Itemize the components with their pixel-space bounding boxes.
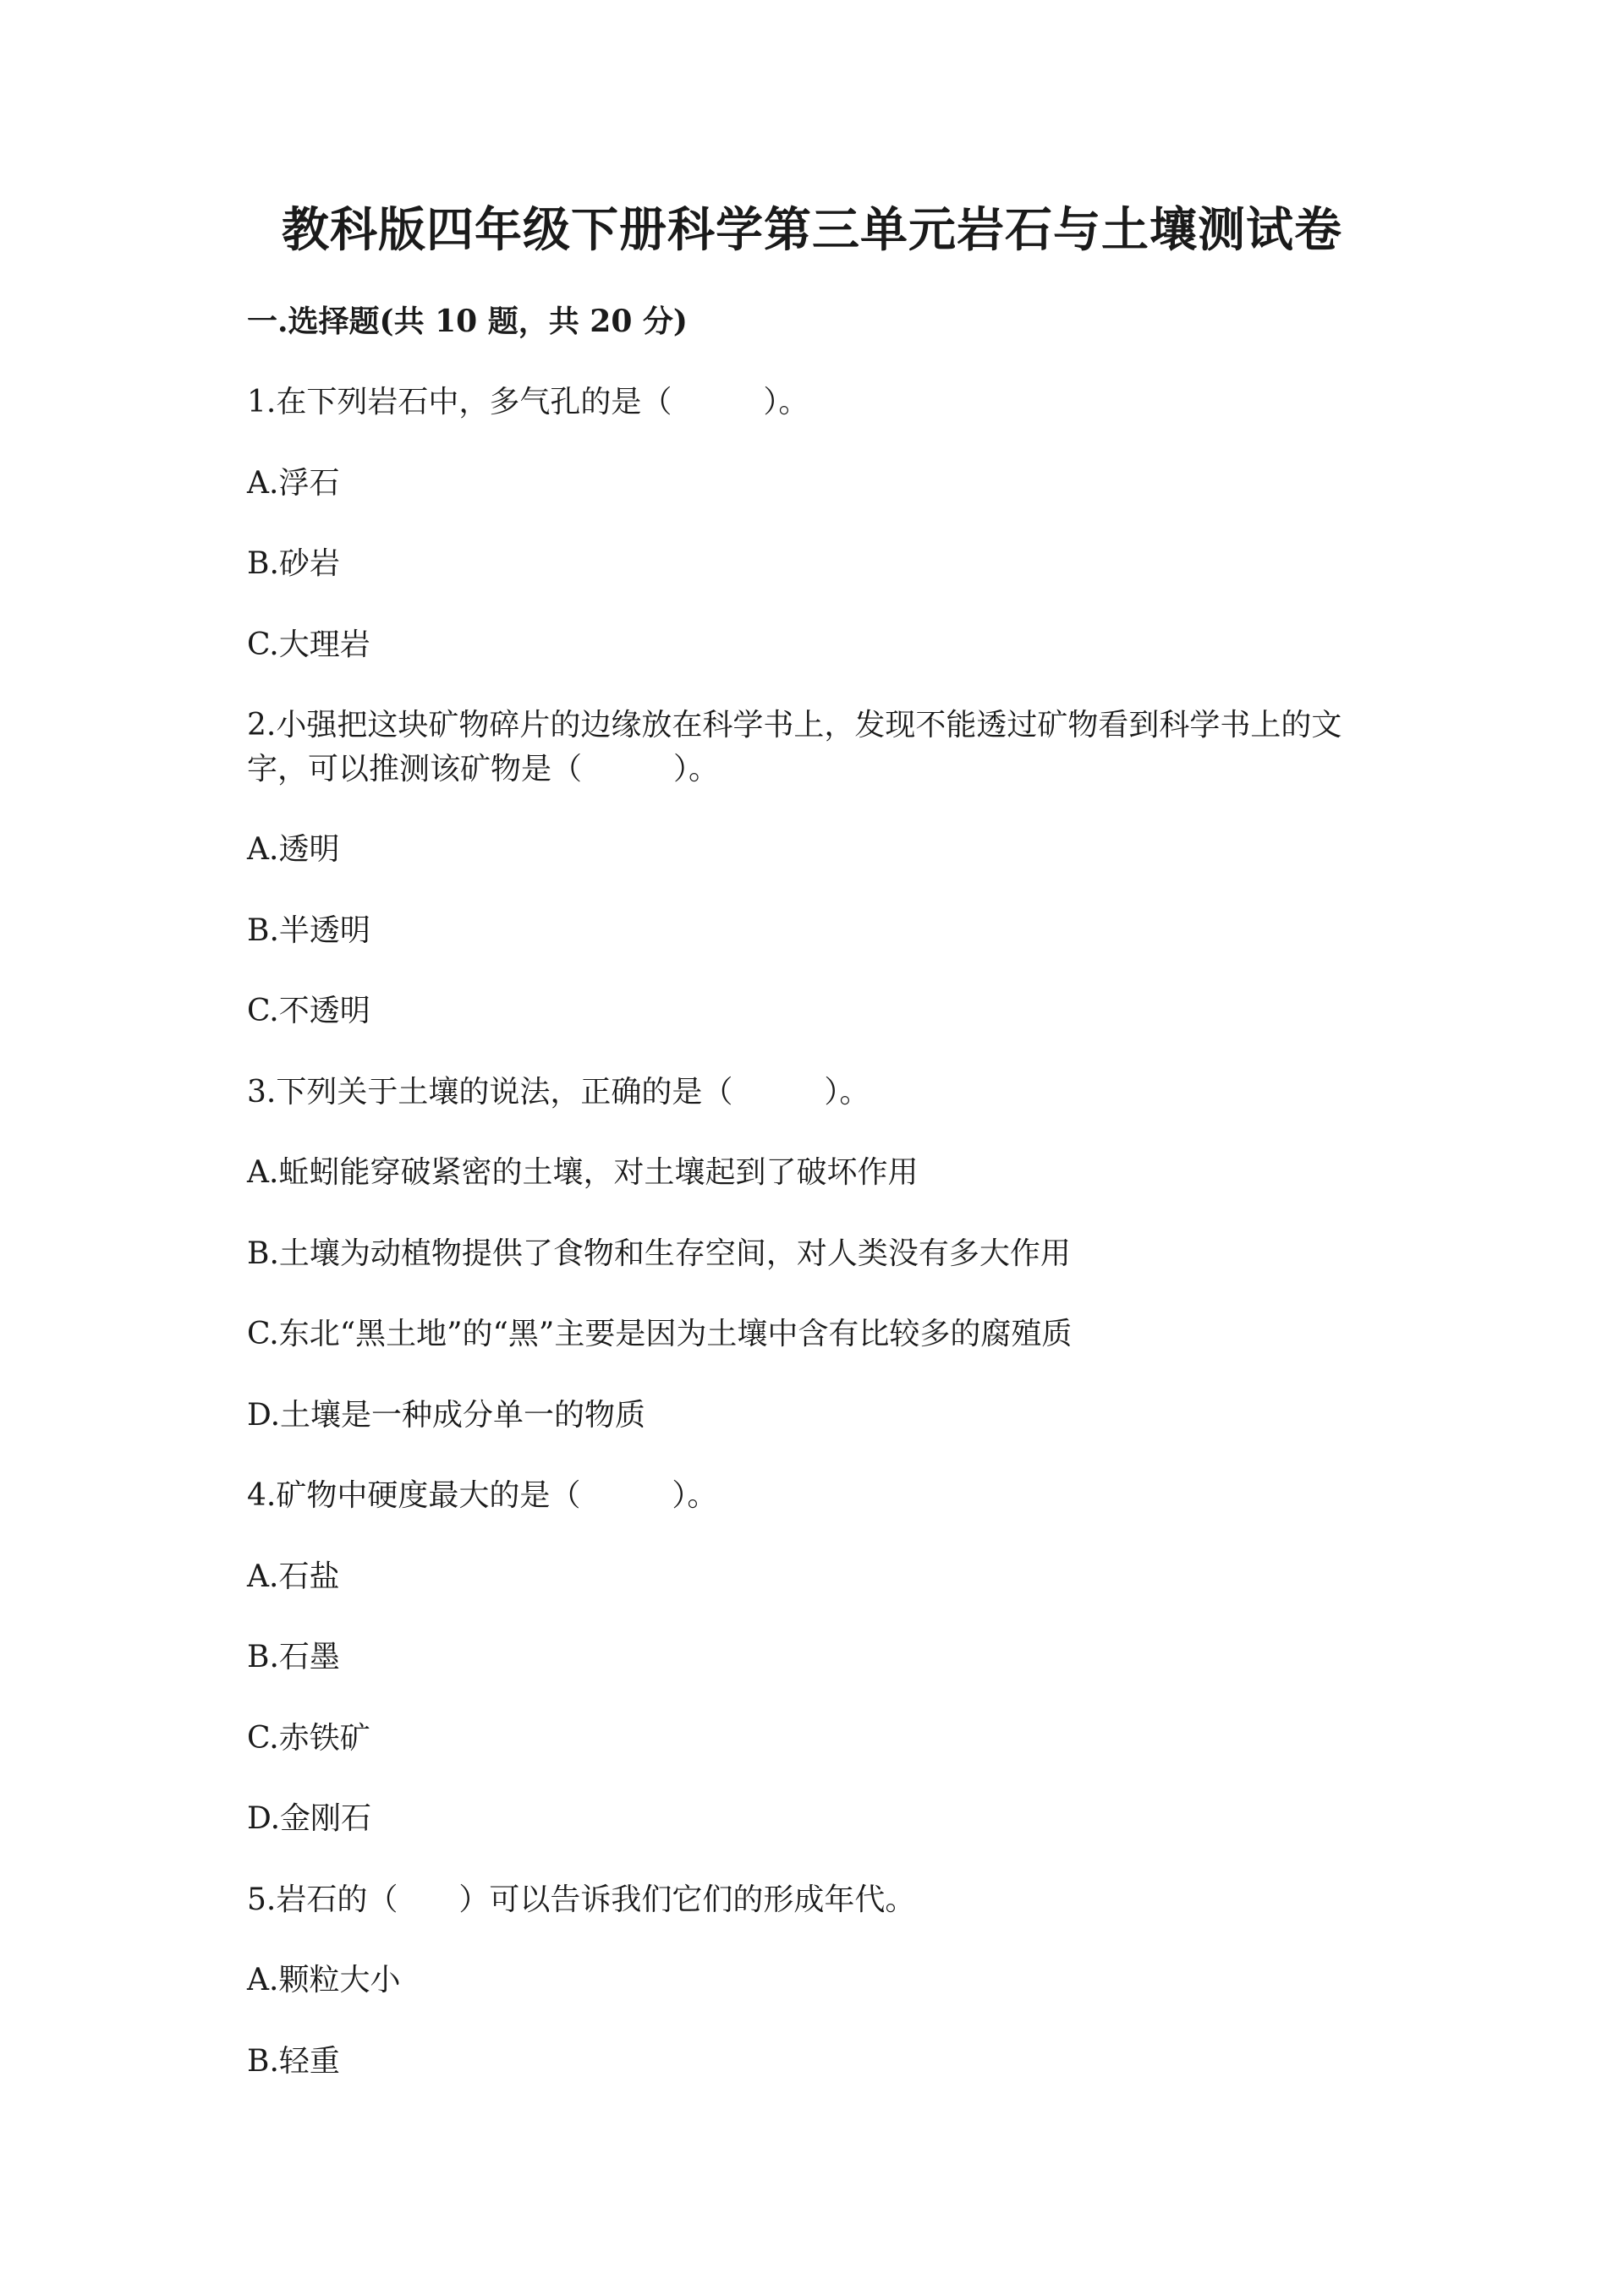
question-4-option-a: A.石盐 [247, 1559, 340, 1594]
question-2-option-c: C.不透明 [247, 994, 370, 1028]
question-4-option-c: C.赤铁矿 [247, 1721, 370, 1756]
question-5-stem: 5.岩石的（ ）可以告诉我们它们的形成年代。 [247, 1882, 916, 1917]
page-title: 教科版四年级下册科学第三单元岩石与土壤测试卷 [282, 202, 1342, 258]
question-4-option-b: B.石墨 [247, 1640, 340, 1674]
question-4-option-d: D.金刚石 [247, 1801, 372, 1836]
question-4-stem: 4.矿物中硬度最大的是（ ）。 [247, 1478, 718, 1513]
question-3-option-b: B.土壤为动植物提供了食物和生存空间，对人类没有多大作用 [247, 1236, 1071, 1271]
question-5-option-a: A.颗粒大小 [247, 1963, 401, 1997]
section-heading: 一.选择题(共 10 题，共 20 分) [247, 304, 688, 339]
question-1-option-b: B.砂岩 [247, 546, 340, 581]
question-1-option-a: A.浮石 [247, 466, 340, 501]
question-1-stem: 1.在下列岩石中，多气孔的是（ ）。 [247, 385, 809, 419]
question-3-option-a: A.蚯蚓能穿破紧密的土壤，对土壤起到了破坏作用 [247, 1155, 919, 1190]
question-3-stem: 3.下列关于土壤的说法，正确的是（ ）。 [247, 1075, 870, 1110]
question-1-option-c: C.大理岩 [247, 627, 370, 662]
question-5-option-b: B.轻重 [247, 2044, 340, 2079]
question-3-option-d: D.土壤是一种成分单一的物质 [247, 1398, 646, 1433]
question-2-option-b: B.半透明 [247, 913, 370, 948]
question-2-stem: 2.小强把这块矿物碎片的边缘放在科学书上，发现不能透过矿物看到科学书上的文字，可以推测该矿物是（ ）。 [247, 708, 1342, 786]
question-3-option-c: C.东北“黑土地”的“黑”主要是因为土壤中含有比较多的腐殖质 [247, 1317, 1073, 1351]
question-2-option-a: A.透明 [247, 832, 340, 867]
